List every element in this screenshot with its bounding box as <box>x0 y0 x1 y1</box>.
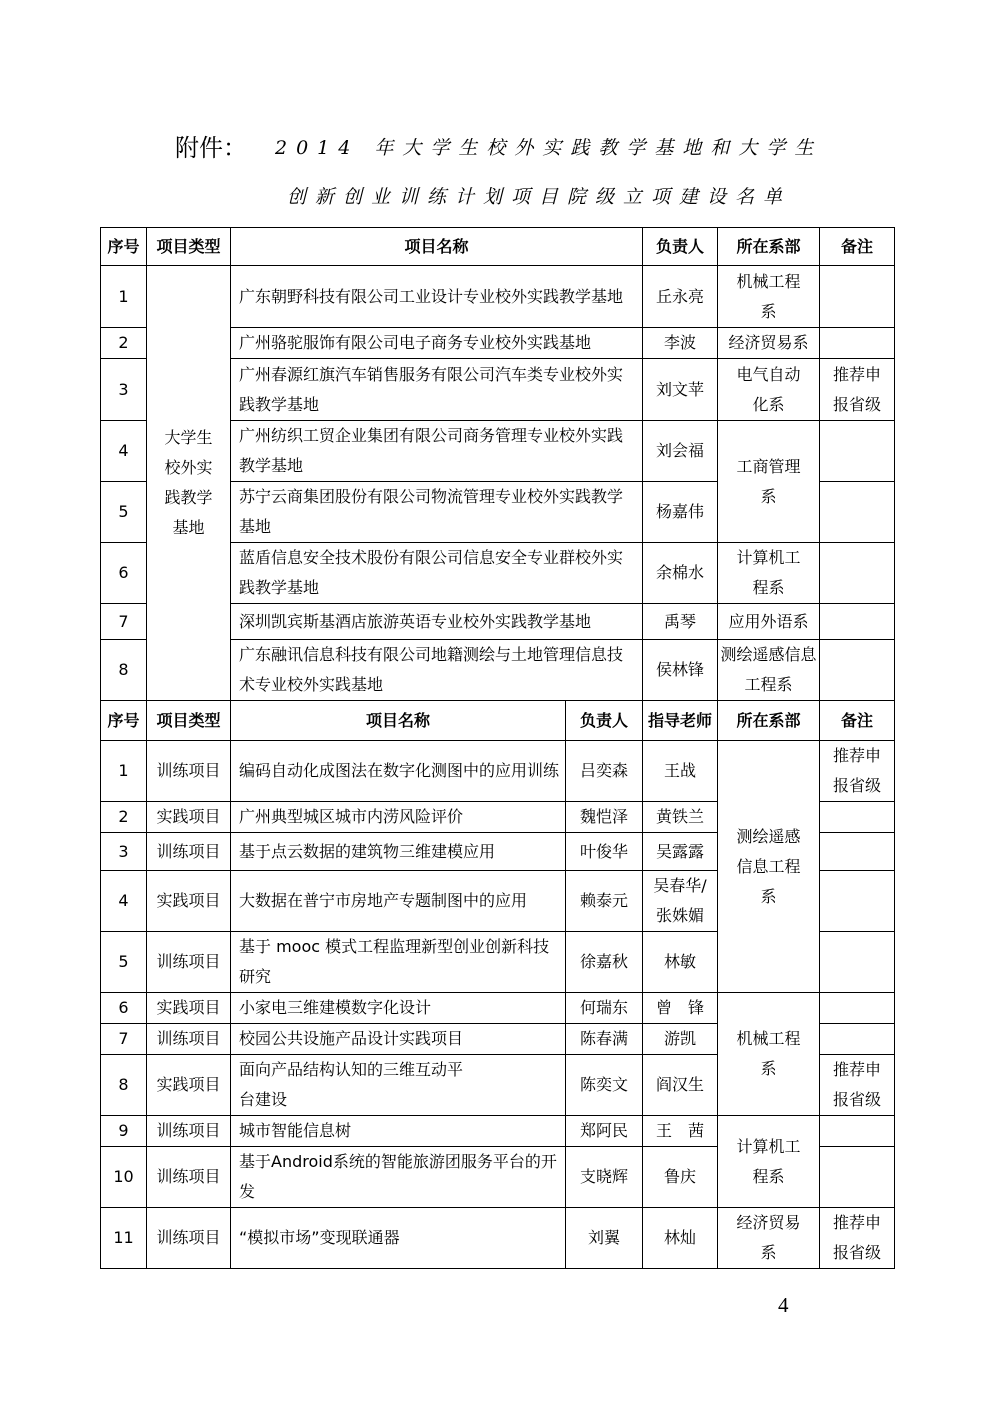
header-type: 项目类型 <box>147 701 231 741</box>
cell-name: 小家电三维建模数字化设计 <box>231 993 566 1024</box>
cell-leader: 叶俊华 <box>566 833 643 871</box>
cell-leader: 吕奕森 <box>566 741 643 802</box>
cell-dept: 经济贸易系 <box>718 328 820 359</box>
cell-no: 6 <box>101 993 147 1024</box>
cell-no: 1 <box>101 266 147 328</box>
cell-type: 训练项目 <box>147 741 231 802</box>
cell-note <box>820 1116 895 1147</box>
cell-dept: 机械工程系 <box>718 266 820 328</box>
cell-note <box>820 604 895 640</box>
cell-note: 推荐申报省级 <box>820 359 895 421</box>
table-row <box>101 741 895 802</box>
cell-name: 广州典型城区城市内涝风险评价 <box>231 802 566 833</box>
cell-name: 广东融讯信息科技有限公司地籍测绘与土地管理信息技术专业校外实践基地 <box>231 640 643 701</box>
cell-type: 训练项目 <box>147 1116 231 1147</box>
table-row <box>101 1116 895 1147</box>
cell-note <box>820 993 895 1024</box>
cell-name: 校园公共设施产品设计实践项目 <box>231 1024 566 1055</box>
cell-name: 广东朝野科技有限公司工业设计专业校外实践教学基地 <box>231 266 643 328</box>
cell-dept-group: 经济贸易系 <box>718 1208 820 1269</box>
table-header-row <box>101 228 895 266</box>
header-type: 项目类型 <box>147 228 231 266</box>
header-no: 序号 <box>101 228 147 266</box>
cell-advisor: 曾 锋 <box>643 993 718 1024</box>
header-name: 项目名称 <box>231 228 643 266</box>
cell-note <box>820 421 895 482</box>
cell-dept-group: 测绘遥感信息工程系 <box>718 741 820 993</box>
cell-dept: 测绘遥感信息工程系 <box>718 640 820 701</box>
cell-no: 3 <box>101 833 147 871</box>
cell-no: 3 <box>101 359 147 421</box>
cell-type: 训练项目 <box>147 1208 231 1269</box>
cell-no: 1 <box>101 741 147 802</box>
cell-leader: 赖泰元 <box>566 871 643 932</box>
cell-name: 编码自动化成图法在数字化测图中的应用训练 <box>231 741 566 802</box>
header-dept: 所在系部 <box>718 701 820 741</box>
cell-name: 基于点云数据的建筑物三维建模应用 <box>231 833 566 871</box>
cell-advisor: 王战 <box>643 741 718 802</box>
cell-dept: 工商管理系 <box>718 421 820 543</box>
cell-name: 蓝盾信息安全技术股份有限公司信息安全专业群校外实践教学基地 <box>231 543 643 604</box>
header-dept: 所在系部 <box>718 228 820 266</box>
base-table <box>100 227 895 701</box>
cell-no: 8 <box>101 1055 147 1116</box>
cell-type-group: 大学生校外实践教学基地 <box>147 266 231 701</box>
cell-no: 9 <box>101 1116 147 1147</box>
cell-type: 实践项目 <box>147 993 231 1024</box>
cell-name: 广州骆驼服饰有限公司电子商务专业校外实践基地 <box>231 328 643 359</box>
cell-name: 基于 mooc 模式工程监理新型创业创新科技研究 <box>231 932 566 993</box>
cell-no: 2 <box>101 328 147 359</box>
page-number: 4 <box>778 1293 789 1317</box>
cell-no: 5 <box>101 932 147 993</box>
cell-name: 大数据在普宁市房地产专题制图中的应用 <box>231 871 566 932</box>
cell-advisor: 黄铁兰 <box>643 802 718 833</box>
cell-leader: 陈奕文 <box>566 1055 643 1116</box>
cell-leader: 陈春满 <box>566 1024 643 1055</box>
cell-note <box>820 543 895 604</box>
cell-leader: 丘永亮 <box>643 266 718 328</box>
cell-note <box>820 482 895 543</box>
cell-note <box>820 640 895 701</box>
project-table <box>100 700 895 1269</box>
cell-dept: 计算机工程系 <box>718 543 820 604</box>
header-leader: 负责人 <box>566 701 643 741</box>
cell-name: 广州春源红旗汽车销售服务有限公司汽车类专业校外实践教学基地 <box>231 359 643 421</box>
title-main-line-1: 2014 年大学生校外实践教学基地和大学生 <box>275 137 823 159</box>
cell-leader: 支晓辉 <box>566 1147 643 1208</box>
cell-name: “模拟市场”变现联通器 <box>231 1208 566 1269</box>
cell-dept-group: 计算机工程系 <box>718 1116 820 1208</box>
table-row <box>101 1208 895 1269</box>
cell-leader: 禹琴 <box>643 604 718 640</box>
cell-advisor: 吴露露 <box>643 833 718 871</box>
cell-leader: 刘会福 <box>643 421 718 482</box>
cell-type: 实践项目 <box>147 871 231 932</box>
cell-no: 7 <box>101 1024 147 1055</box>
cell-note <box>820 833 895 871</box>
cell-advisor: 游凯 <box>643 1024 718 1055</box>
cell-leader: 魏恺泽 <box>566 802 643 833</box>
cell-type: 训练项目 <box>147 932 231 993</box>
cell-note <box>820 328 895 359</box>
cell-note: 推荐申报省级 <box>820 1055 895 1116</box>
header-leader: 负责人 <box>643 228 718 266</box>
cell-note <box>820 1024 895 1055</box>
cell-type: 训练项目 <box>147 1024 231 1055</box>
cell-note: 推荐申报省级 <box>820 1208 895 1269</box>
cell-leader: 刘文苹 <box>643 359 718 421</box>
cell-type: 训练项目 <box>147 833 231 871</box>
cell-name: 深圳凯宾斯基酒店旅游英语专业校外实践教学基地 <box>231 604 643 640</box>
cell-leader: 郑阿民 <box>566 1116 643 1147</box>
cell-leader: 何瑞东 <box>566 993 643 1024</box>
cell-type: 训练项目 <box>147 1147 231 1208</box>
cell-advisor: 王 茜 <box>643 1116 718 1147</box>
cell-dept-group: 机械工程系 <box>718 993 820 1116</box>
cell-note <box>820 802 895 833</box>
cell-no: 4 <box>101 871 147 932</box>
cell-advisor: 林灿 <box>643 1208 718 1269</box>
cell-note <box>820 266 895 328</box>
cell-leader: 侯林锋 <box>643 640 718 701</box>
title-line-2: 创新创业训练计划项目院级立项建设名单 <box>287 186 792 208</box>
header-note: 备注 <box>820 701 895 741</box>
cell-name: 苏宁云商集团股份有限公司物流管理专业校外实践教学基地 <box>231 482 643 543</box>
cell-no: 2 <box>101 802 147 833</box>
cell-leader: 杨嘉伟 <box>643 482 718 543</box>
cell-advisor: 吴春华/张姝媚 <box>643 871 718 932</box>
cell-leader: 刘翼 <box>566 1208 643 1269</box>
cell-advisor: 鲁庆 <box>643 1147 718 1208</box>
table-row <box>101 993 895 1024</box>
cell-name: 面向产品结构认知的三维互动平台建设 <box>231 1055 566 1116</box>
header-no: 序号 <box>101 701 147 741</box>
cell-no: 5 <box>101 482 147 543</box>
cell-name: 城市智能信息树 <box>231 1116 566 1147</box>
cell-no: 8 <box>101 640 147 701</box>
title-prefix: 附件： <box>175 134 247 162</box>
cell-name: 基于Android系统的智能旅游团服务平台的开发 <box>231 1147 566 1208</box>
cell-name: 广州纺织工贸企业集团有限公司商务管理专业校外实践教学基地 <box>231 421 643 482</box>
cell-dept: 应用外语系 <box>718 604 820 640</box>
table-row <box>101 266 895 328</box>
cell-note <box>820 932 895 993</box>
header-note: 备注 <box>820 228 895 266</box>
cell-leader: 徐嘉秋 <box>566 932 643 993</box>
title-line-1 <box>175 128 822 163</box>
cell-note: 推荐申报省级 <box>820 741 895 802</box>
cell-no: 7 <box>101 604 147 640</box>
cell-advisor: 林敏 <box>643 932 718 993</box>
cell-dept: 电气自动化系 <box>718 359 820 421</box>
cell-type: 实践项目 <box>147 802 231 833</box>
cell-leader: 李波 <box>643 328 718 359</box>
header-advisor: 指导老师 <box>643 701 718 741</box>
table-header-row <box>101 701 895 741</box>
cell-no: 10 <box>101 1147 147 1208</box>
cell-no: 11 <box>101 1208 147 1269</box>
cell-leader: 余棉水 <box>643 543 718 604</box>
cell-no: 4 <box>101 421 147 482</box>
cell-no: 6 <box>101 543 147 604</box>
header-name: 项目名称 <box>231 701 566 741</box>
cell-advisor: 阎汉生 <box>643 1055 718 1116</box>
cell-note <box>820 871 895 932</box>
cell-note <box>820 1147 895 1208</box>
cell-type: 实践项目 <box>147 1055 231 1116</box>
